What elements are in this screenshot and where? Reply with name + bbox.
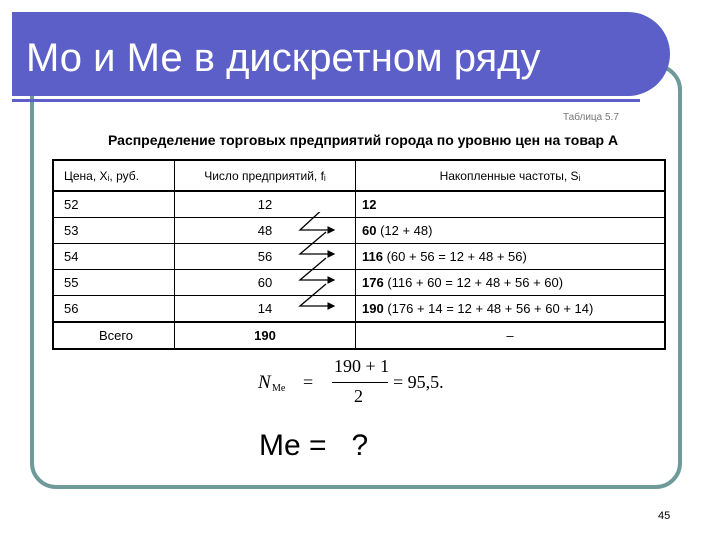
- cell-cumulative: [356, 244, 666, 270]
- cell-price: 52: [53, 191, 175, 218]
- table-number: Таблица 5.7: [563, 112, 619, 123]
- table-row: [53, 270, 665, 296]
- cell-count: 60: [175, 270, 356, 296]
- header-cumulative: Накопленные частоты, Sᵢ: [356, 160, 666, 191]
- table-row: [53, 191, 665, 218]
- cell-price: 56: [53, 296, 175, 323]
- cell-cumulative: [356, 191, 666, 218]
- cell-cumulative: [356, 296, 666, 323]
- formula-equals: =: [303, 372, 314, 392]
- table-total-row: [53, 322, 665, 349]
- cell-price: 54: [53, 244, 175, 270]
- cell-count: 12: [175, 191, 356, 218]
- slide-title: Мо и Ме в дискретном ряду: [26, 36, 541, 80]
- table-row: [53, 244, 665, 270]
- header-count: Число предприятий, fᵢ: [175, 160, 356, 191]
- cumulative-breakdown: (60 + 56 = 12 + 48 + 56): [382, 249, 527, 264]
- arrow-4: [300, 284, 334, 306]
- cell-cumulative: [356, 218, 666, 244]
- median-question: Me = ?: [259, 429, 369, 462]
- cell-price: 55: [53, 270, 175, 296]
- cumulative-breakdown: (12 + 48): [376, 223, 433, 238]
- arrow-2: [300, 232, 334, 254]
- header-price: Цена, Xᵢ, руб.: [53, 160, 175, 191]
- formula-result: = 95,5.: [393, 372, 444, 392]
- cumulative-value: 12: [362, 197, 377, 212]
- fraction-bar: [332, 382, 388, 383]
- table-header-row: [53, 160, 665, 191]
- title-underline: [12, 99, 640, 102]
- accumulation-arrows: [290, 212, 340, 322]
- cell-count: 56: [175, 244, 356, 270]
- median-position-formula: [258, 356, 458, 414]
- arrow-3: [300, 258, 334, 280]
- table-row: [53, 218, 665, 244]
- cumulative-value: 190: [362, 301, 384, 316]
- cumulative-value: 176: [362, 275, 384, 290]
- distribution-table: [52, 159, 666, 350]
- formula-symbol: N: [258, 372, 271, 393]
- table-caption: Распределение торговых предприятий города по уровню цен на товар А: [108, 132, 619, 148]
- cumulative-value: 116: [362, 249, 383, 264]
- cell-price: 53: [53, 218, 175, 244]
- formula-numerator: 190 + 1: [334, 356, 390, 376]
- cell-count: 14: [175, 296, 356, 323]
- total-label: Всего: [53, 322, 175, 349]
- total-count: 190: [175, 322, 356, 349]
- cumulative-breakdown: (116 + 60 = 12 + 48 + 56 + 60): [383, 275, 564, 290]
- table-row: [53, 296, 665, 323]
- cell-cumulative: [356, 270, 666, 296]
- cumulative-breakdown: (176 + 14 = 12 + 48 + 56 + 60 + 14): [383, 301, 594, 316]
- arrow-1: [300, 212, 334, 230]
- page-number: 45: [658, 510, 671, 522]
- cumulative-value: 60: [362, 223, 377, 238]
- formula-denominator: 2: [354, 386, 363, 406]
- total-cumulative: –: [356, 322, 666, 349]
- cell-count: 48: [175, 218, 356, 244]
- formula-subscript: Me: [272, 383, 286, 394]
